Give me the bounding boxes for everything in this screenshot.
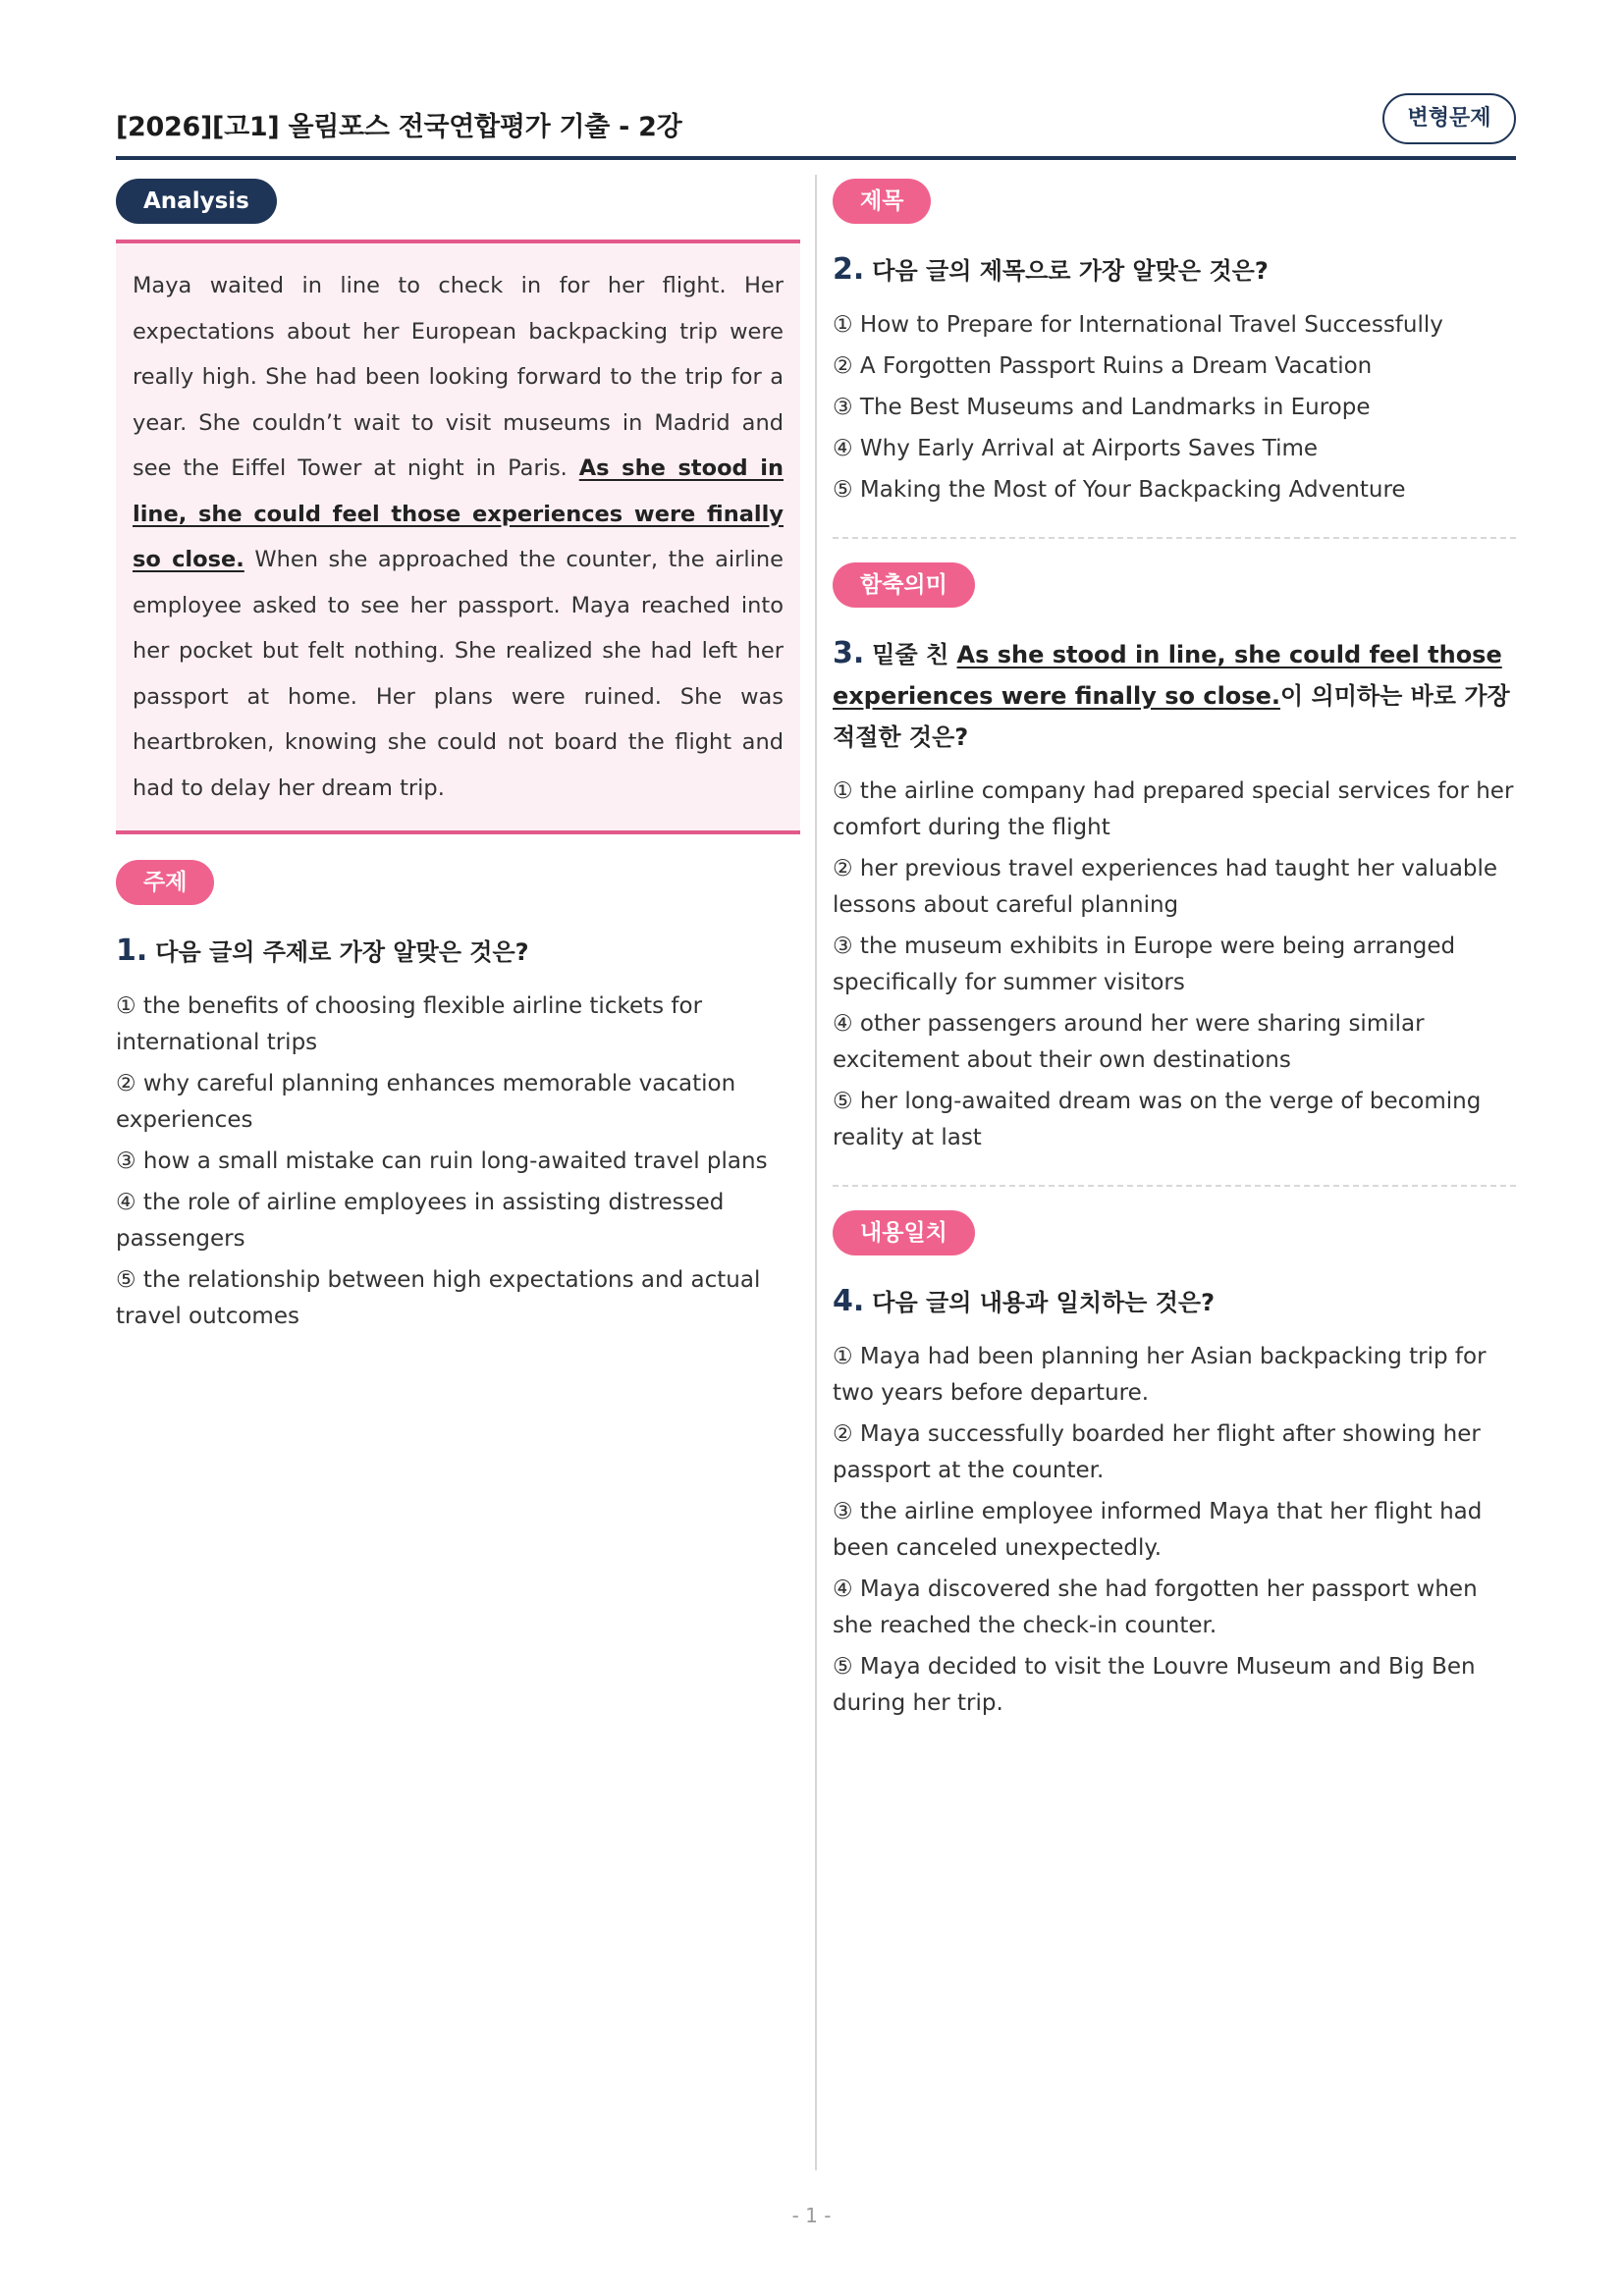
q1-prompt bbox=[116, 931, 800, 973]
q3-underlined-sentence: As she stood in line, she could feel those experiences were finally so close. bbox=[833, 641, 1502, 710]
q4-option[interactable]: ② Maya successfully boarded her flight after showing her passport at the counter. bbox=[833, 1421, 1481, 1483]
q1-question: 다음 글의 주제로 가장 알맞은 것은? bbox=[155, 938, 529, 966]
q4-tag: 내용일치 bbox=[833, 1210, 975, 1255]
right-column bbox=[833, 179, 1516, 1744]
q3-option[interactable]: ⑤ her long-awaited dream was on the verge of becoming reality at last bbox=[833, 1089, 1482, 1150]
q1-number: 1. bbox=[116, 934, 148, 968]
question-2 bbox=[833, 179, 1516, 531]
page-number: - 1 - bbox=[791, 2204, 832, 2227]
passage-after: When she approached the counter, the airline employee asked to see her passport. Maya reached into her pocket but felt nothing. She realized she had left her passport at home. Her plans were ruined. She was heartbroken, knowing she could not board the flight and had to delay her dream trip. bbox=[133, 547, 784, 801]
q3-option[interactable]: ① the airline company had prepared special services for her comfort during the flight bbox=[833, 778, 1514, 840]
q2-number: 2. bbox=[833, 252, 865, 287]
header-divider bbox=[116, 156, 1516, 160]
q2-option[interactable]: ③ The Best Museums and Landmarks in Europe bbox=[833, 395, 1371, 420]
passage-before: Maya waited in line to check in for her flight. Her expectations about her European backpacking trip were really high. She had been looking forward to the trip for a year. She couldn’t wait to visit museums in Madrid and see the Eiffel Tower at night in Paris. bbox=[133, 273, 784, 481]
q3-question-suffix: 이 의미하는 바로 가장 적절한 것은? bbox=[833, 682, 1510, 751]
q2-tag: 제목 bbox=[833, 179, 931, 224]
q4-options bbox=[833, 1339, 1516, 1722]
q3-question-prefix: 밑줄 친 bbox=[872, 641, 957, 668]
q1-option[interactable]: ④ the role of airline employees in assisting distressed passengers bbox=[116, 1190, 725, 1252]
q2-prompt bbox=[833, 249, 1516, 292]
q4-question: 다음 글의 내용과 일치하는 것은? bbox=[872, 1289, 1216, 1316]
q4-option[interactable]: ③ the airline employee informed Maya that her flight had been canceled unexpectedly. bbox=[833, 1499, 1483, 1561]
q3-option[interactable]: ② her previous travel experiences had taught her valuable lessons about careful planning bbox=[833, 856, 1498, 918]
q3-prompt bbox=[833, 633, 1516, 758]
section-divider bbox=[833, 537, 1516, 539]
q3-number: 3. bbox=[833, 636, 865, 670]
q1-option[interactable]: ⑤ the relationship between high expectations and actual travel outcomes bbox=[116, 1267, 761, 1329]
section-divider bbox=[833, 1185, 1516, 1187]
document-title: [2026][고1] 올림포스 전국연합평가 기출 - 2강 bbox=[116, 112, 682, 142]
q3-option[interactable]: ④ other passengers around her were sharing similar excitement about their own destinations bbox=[833, 1011, 1425, 1073]
analysis-label: Analysis bbox=[116, 179, 277, 224]
passage-box bbox=[116, 240, 800, 834]
passage-underlined-sentence: As she stood in line, she could feel those experiences were finally so close. bbox=[133, 455, 784, 572]
page-header bbox=[116, 93, 1516, 158]
question-4 bbox=[833, 1210, 1516, 1744]
q3-tag: 함축의미 bbox=[833, 562, 975, 608]
question-type-badge: 변형문제 bbox=[1382, 93, 1516, 144]
column-divider bbox=[815, 175, 817, 2170]
q4-option[interactable]: ⑤ Maya decided to visit the Louvre Museum and Big Ben during her trip. bbox=[833, 1654, 1476, 1716]
q2-question: 다음 글의 제목으로 가장 알맞은 것은? bbox=[872, 257, 1269, 285]
q3-options bbox=[833, 774, 1516, 1156]
q3-option[interactable]: ③ the museum exhibits in Europe were being arranged specifically for summer visitors bbox=[833, 934, 1456, 995]
q1-tag: 주제 bbox=[116, 860, 214, 905]
q4-option[interactable]: ④ Maya discovered she had forgotten her passport when she reached the check-in counter. bbox=[833, 1576, 1478, 1638]
left-column bbox=[116, 179, 800, 1340]
q1-option[interactable]: ② why careful planning enhances memorable vacation experiences bbox=[116, 1071, 736, 1133]
q2-options bbox=[833, 307, 1516, 508]
q4-option[interactable]: ① Maya had been planning her Asian backpacking trip for two years before departure. bbox=[833, 1344, 1487, 1406]
q2-option[interactable]: ① How to Prepare for International Travel Successfully bbox=[833, 312, 1443, 338]
q4-prompt bbox=[833, 1281, 1516, 1323]
q1-option[interactable]: ① the benefits of choosing flexible airline tickets for international trips bbox=[116, 993, 703, 1055]
passage-text bbox=[133, 263, 784, 811]
q4-number: 4. bbox=[833, 1284, 865, 1318]
question-1 bbox=[116, 860, 800, 1335]
q2-option[interactable]: ⑤ Making the Most of Your Backpacking Adventure bbox=[833, 477, 1406, 503]
q2-option[interactable]: ② A Forgotten Passport Ruins a Dream Vacation bbox=[833, 353, 1373, 379]
question-3 bbox=[833, 562, 1516, 1179]
q2-option[interactable]: ④ Why Early Arrival at Airports Saves Time bbox=[833, 436, 1319, 461]
q1-option[interactable]: ③ how a small mistake can ruin long-awaited travel plans bbox=[116, 1148, 768, 1174]
q1-options bbox=[116, 988, 800, 1335]
